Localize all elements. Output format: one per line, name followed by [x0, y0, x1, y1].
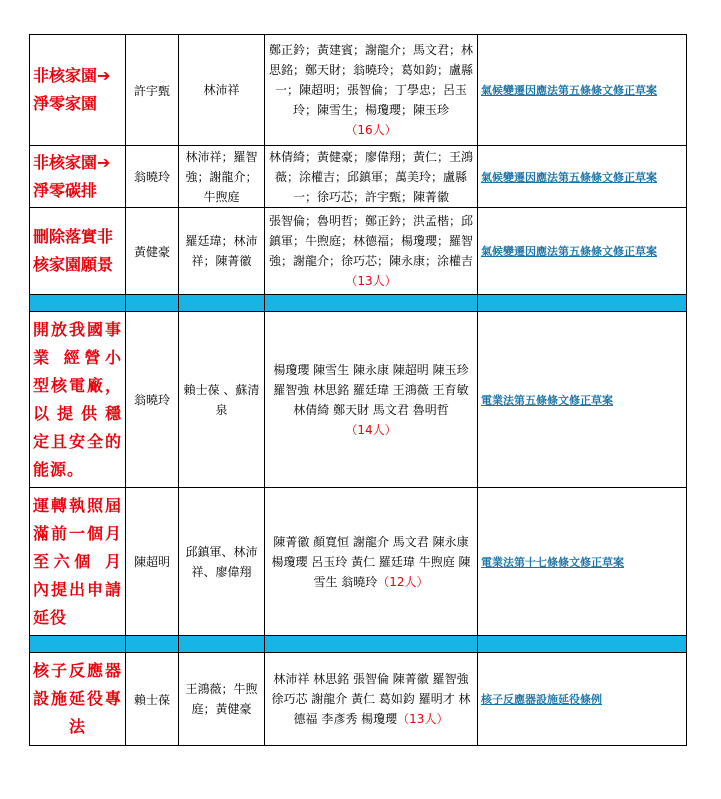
- topic-line: 淨零碳排: [33, 180, 98, 200]
- topic-line: 至六個 月: [33, 551, 122, 571]
- topic-line: 核子反應器: [33, 661, 122, 680]
- table-row: [30, 312, 687, 488]
- topic-line: 以提供穩: [33, 403, 122, 423]
- separator-cell: [30, 636, 126, 653]
- proposer-cell: 賴士葆: [126, 653, 179, 746]
- arrow-right-icon: ➔: [97, 66, 111, 85]
- proposer-cell: 陳超明: [126, 488, 179, 636]
- supporters-list: 張智倫；魯明哲；鄭正鈐；洪孟楷；邱鎮軍；牛煦庭；林德福；楊瓊瓔；羅智強；謝龍介；徐巧芯；陳永康；涂權吉: [268, 214, 473, 268]
- supporters-cell: [265, 653, 478, 746]
- arrow-right-icon: ➔: [97, 152, 111, 172]
- table-row: [30, 653, 687, 746]
- topic-line: 延役: [33, 607, 68, 627]
- topic-line: 開放我國事: [33, 319, 122, 339]
- bill-link[interactable]: 核子反應器設施延役條例: [481, 693, 602, 706]
- cosigners-cell: 邱鎮軍、林沛祥、廖偉翔: [179, 488, 265, 636]
- supporter-count: （16人）: [345, 123, 397, 137]
- proposer-cell: 黃健豪: [126, 208, 179, 295]
- topic-line: 業 經營小: [33, 347, 122, 367]
- supporters-cell: [265, 35, 478, 146]
- topic-cell: [30, 312, 126, 488]
- bill-link[interactable]: 氣候變遷因應法第五條條文修正草案: [481, 245, 657, 258]
- topic-line: 滿前一個月: [33, 523, 122, 543]
- table-row: [30, 208, 687, 295]
- proposer-cell: 許宇甄: [126, 35, 179, 146]
- supporters-cell: [265, 488, 478, 636]
- supporter-count: （13人）: [345, 274, 397, 288]
- supporters-list: 林沛祥 林思銘 張智倫 陳菁徽 羅智強 徐巧芯 謝龍介 黃仁 葛如鈞 羅明才 林德福 李彥秀 楊瓊瓔: [271, 672, 471, 726]
- cosigners-cell: 林沛祥；羅智強；謝龍介；牛煦庭: [179, 146, 265, 208]
- supporters-cell: [265, 312, 478, 488]
- topic-line: 定且安全的: [33, 431, 122, 451]
- topic-line: 淨零家園: [33, 94, 98, 113]
- topic-line: 非核家園: [33, 152, 98, 172]
- supporters-cell: [265, 208, 478, 295]
- section-separator: [30, 636, 687, 653]
- topic-cell: [30, 146, 126, 208]
- table-row: [30, 35, 687, 146]
- separator-cell: [265, 295, 478, 312]
- supporters-list: 鄭正鈐；黃建賓；謝龍介；馬文君；林思銘；鄭天財；翁曉玲；葛如鈞；盧縣一；陳超明；張智倫；丁學忠；呂玉玲；陳雪生；楊瓊瓔；陳玉珍: [268, 43, 473, 117]
- section-separator: [30, 295, 687, 312]
- topic-line: 運轉執照屆: [33, 495, 122, 515]
- topic-line: 型核電廠，: [33, 375, 122, 395]
- topic-line: 非核家園: [33, 66, 98, 85]
- proposer-cell: 翁曉玲: [126, 146, 179, 208]
- table-row: [30, 146, 687, 208]
- separator-cell: [126, 636, 179, 653]
- bill-cell: [478, 312, 687, 488]
- topic-cell: [30, 35, 126, 146]
- separator-cell: [478, 295, 687, 312]
- separator-cell: [478, 636, 687, 653]
- bill-link[interactable]: 電業法第五條條文修正草案: [481, 393, 613, 407]
- bill-cell: [478, 208, 687, 295]
- separator-cell: [30, 295, 126, 312]
- cosigners-cell: 林沛祥: [179, 35, 265, 146]
- topic-cell: [30, 208, 126, 295]
- bill-cell: [478, 488, 687, 636]
- topic-cell: [30, 488, 126, 636]
- bill-link[interactable]: 氣候變遷因應法第五條條文修正草案: [481, 170, 657, 184]
- table-row: [30, 488, 687, 636]
- supporters-list: 陳菁徽 顏寬恒 謝龍介 馬文君 陳永康 楊瓊瓔 呂玉玲 黃仁 羅廷瑋 牛煦庭 陳雪生 翁曉玲: [271, 534, 471, 589]
- topic-line: 內提出申請: [33, 579, 122, 599]
- cosigners-cell: 王鴻薇；牛煦庭；黃健豪: [179, 653, 265, 746]
- cosigners-cell: 賴士葆 、蘇清泉: [179, 312, 265, 488]
- separator-cell: [265, 636, 478, 653]
- topic-cell: [30, 653, 126, 746]
- supporters-list: 楊瓊瓔 陳雪生 陳永康 陳超明 陳玉珍 羅智強 林思銘 羅廷瑋 王鴻薇 王育敏 林倩綺 鄭天財 馬文君 魯明哲: [273, 362, 469, 417]
- topic-line: 核家園願景: [33, 255, 114, 274]
- supporter-count: （12人）: [377, 574, 429, 589]
- bill-link[interactable]: 電業法第十七條條文修正草案: [481, 555, 624, 569]
- supporter-count: （13人）: [397, 712, 449, 726]
- supporters-cell: [265, 146, 478, 208]
- cosigners-cell: 羅廷瑋；林沛祥；陳菁徽: [179, 208, 265, 295]
- topic-line: 法: [68, 717, 86, 736]
- legislation-table: [29, 34, 687, 746]
- bill-link[interactable]: 氣候變遷因應法第五條條文修正草案: [481, 84, 657, 97]
- separator-cell: [179, 295, 265, 312]
- bill-cell: [478, 35, 687, 146]
- separator-cell: [126, 295, 179, 312]
- bill-cell: [478, 653, 687, 746]
- separator-cell: [179, 636, 265, 653]
- supporters-list: 林倩綺；黃健豪；廖偉翔；黃仁；王鴻薇；涂權吉；邱鎮軍；萬美玲；盧縣一；徐巧芯；許宇甄；陳菁徽: [268, 149, 473, 204]
- topic-line: 能源。: [33, 459, 85, 479]
- supporter-count: （14人）: [345, 422, 397, 437]
- topic-line: 設施延役專: [33, 689, 122, 708]
- proposer-cell: 翁曉玲: [126, 312, 179, 488]
- topic-line: 刪除落實非: [33, 227, 114, 246]
- bill-cell: [478, 146, 687, 208]
